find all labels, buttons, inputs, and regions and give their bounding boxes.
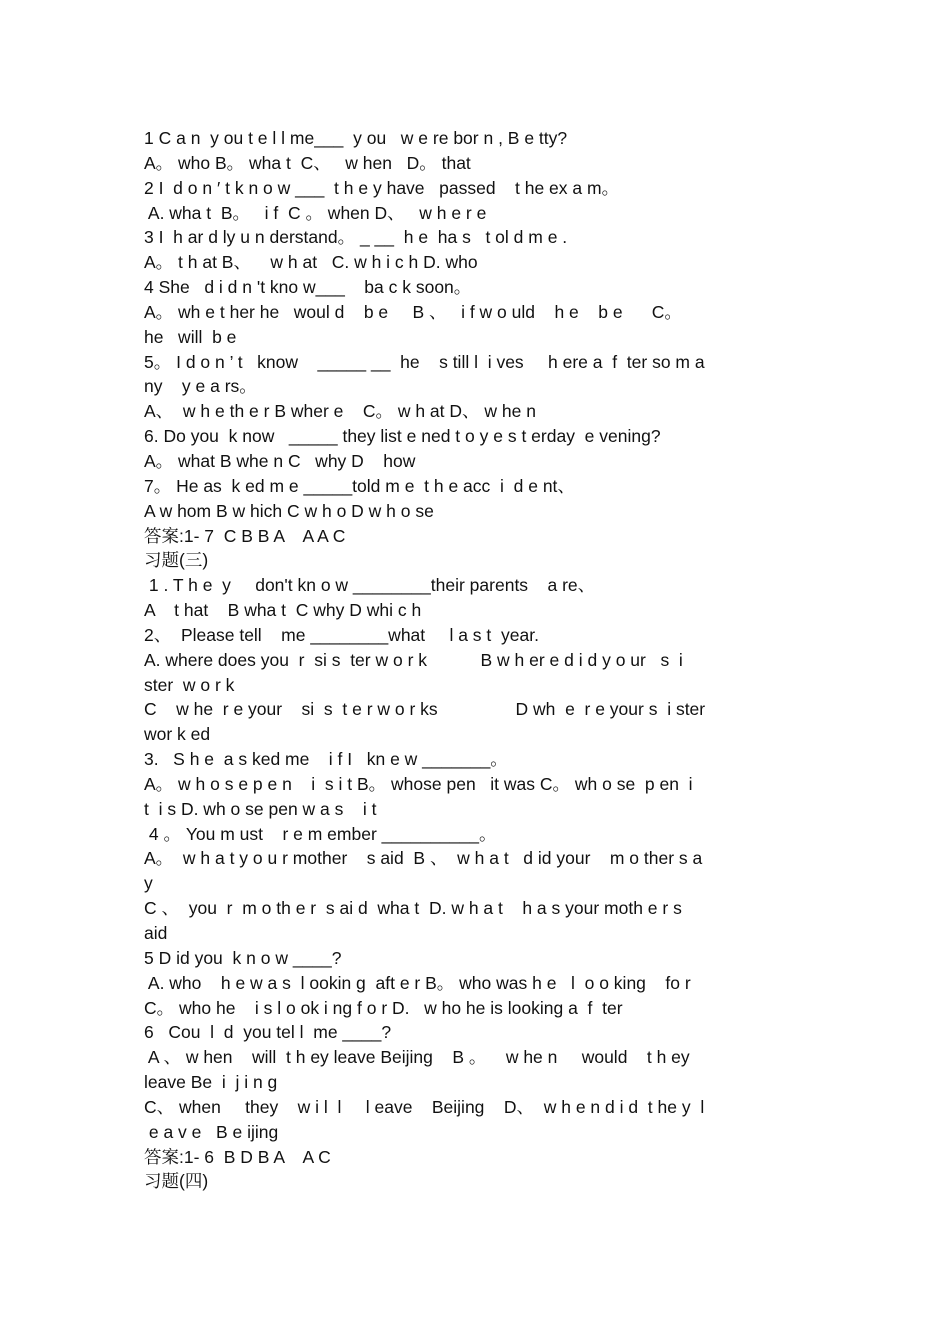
text-line: wor k ed bbox=[144, 724, 211, 745]
text-line: 5 D id you k n o w ____? bbox=[144, 947, 342, 968]
text-line: 2、 Please tell me ________what l a s t year. bbox=[144, 624, 539, 645]
text-line: A. who h e w a s l ookin g aft e r B。 who was h e l o o king fo r bbox=[144, 972, 691, 993]
text-line: 3. S h e a s ked me i f I kn e w _______。 bbox=[144, 749, 508, 770]
text-line: 4 。 You m ust r e m ember __________。 bbox=[144, 823, 497, 844]
text-line: 6. Do you k now _____ they list e ned t o y e s t erday e vening? bbox=[144, 426, 661, 447]
text-line: A w hom B w hich C w h o D w h o se bbox=[144, 500, 434, 521]
text-line: C。 who he i s l o ok i ng f o r D. w ho he is looking a f ter bbox=[144, 997, 623, 1018]
text-line: A t hat B wha t C why D whi c h bbox=[144, 600, 422, 621]
text-line: A. where does you r si s ter w o r k B w h er e d i d y o ur s i bbox=[144, 649, 683, 670]
text-line: A。 w h o s e p e n i s i t B。 whose pen it was C。 wh o se p en i bbox=[144, 773, 693, 794]
text-line: ster w o r k bbox=[144, 674, 235, 695]
text-line: 6 Cou l d you tel l me ____? bbox=[144, 1022, 392, 1043]
text-line: aid bbox=[144, 923, 168, 943]
text-line: A。 what B whe n C why D how bbox=[144, 450, 416, 471]
text-line: 1 . T h e y don't kn o w ________their parents a re、 bbox=[144, 575, 596, 596]
text-line: A。 w h a t y o u r mother s aid B 、 w h a t d id your m o ther s a bbox=[144, 848, 703, 869]
text-line: ny y e a rs。 bbox=[144, 376, 257, 397]
text-line: 答案:1- 7 C B B A A A C bbox=[144, 525, 346, 546]
text-line: 3 I h ar d ly u n derstand。 _ __ h e ha s t ol d m e . bbox=[144, 227, 568, 248]
text-line: 习题(三) bbox=[144, 550, 209, 571]
text-line: leave Be i j i n g bbox=[144, 1072, 278, 1093]
text-line: C w he r e your si s t e r w o r ks D wh e r e your s i ster bbox=[144, 699, 706, 720]
document-body bbox=[144, 126, 816, 1194]
text-line: 2 I d o n ′ t k n o w ___ t h e y have passed t he ex a m。 bbox=[144, 177, 620, 198]
text-line: 4 She d i d n 't kno w___ ba c k soon。 bbox=[144, 277, 472, 298]
text-line: C、 when they w i l l l eave Beijing D、 w h e n d i d t he y l bbox=[144, 1096, 705, 1117]
text-line: e a v e B e ijing bbox=[144, 1121, 279, 1142]
text-line: he will b e bbox=[144, 326, 237, 347]
text-line: C 、 you r m o th e r s ai d wha t D. w h a t h a s your moth e r s bbox=[144, 898, 682, 919]
text-line: A。 wh e t her he woul d b e B 、 i f w o uld h e b e C。 bbox=[144, 301, 682, 322]
text-line: 答案:1- 6 B D B A A C bbox=[144, 1146, 331, 1167]
text-line: 习题(四) bbox=[144, 1171, 209, 1192]
text-line: y bbox=[144, 873, 153, 894]
text-line: A. wha t B。 i f C 。 when D、 w h e r e bbox=[144, 202, 487, 223]
text-line: A。 who B。 wha t C、 w hen D。 that bbox=[144, 152, 471, 173]
text-line: 5。 I d o n ’ t know _____ __ he s till l i ves h ere a f ter so m a bbox=[144, 351, 705, 372]
text-line: t i s D. wh o se pen w a s i t bbox=[144, 798, 377, 819]
text-line: A、 w h e th e r B wher e C。 w h at D、 w he n bbox=[144, 401, 536, 422]
text-line: 1 C a n y ou t e l l me___ y ou w e re bor n , B e tty? bbox=[144, 128, 568, 148]
text-line: 7。 He as k ed m e _____told m e t h e acc i d e nt、 bbox=[144, 475, 575, 496]
text-line: A 、 w hen will t h ey leave Beijing B 。 w he n would t h ey bbox=[144, 1047, 690, 1068]
text-line: A。 t h at B、 w h at C. w h i c h D. who bbox=[144, 252, 478, 273]
